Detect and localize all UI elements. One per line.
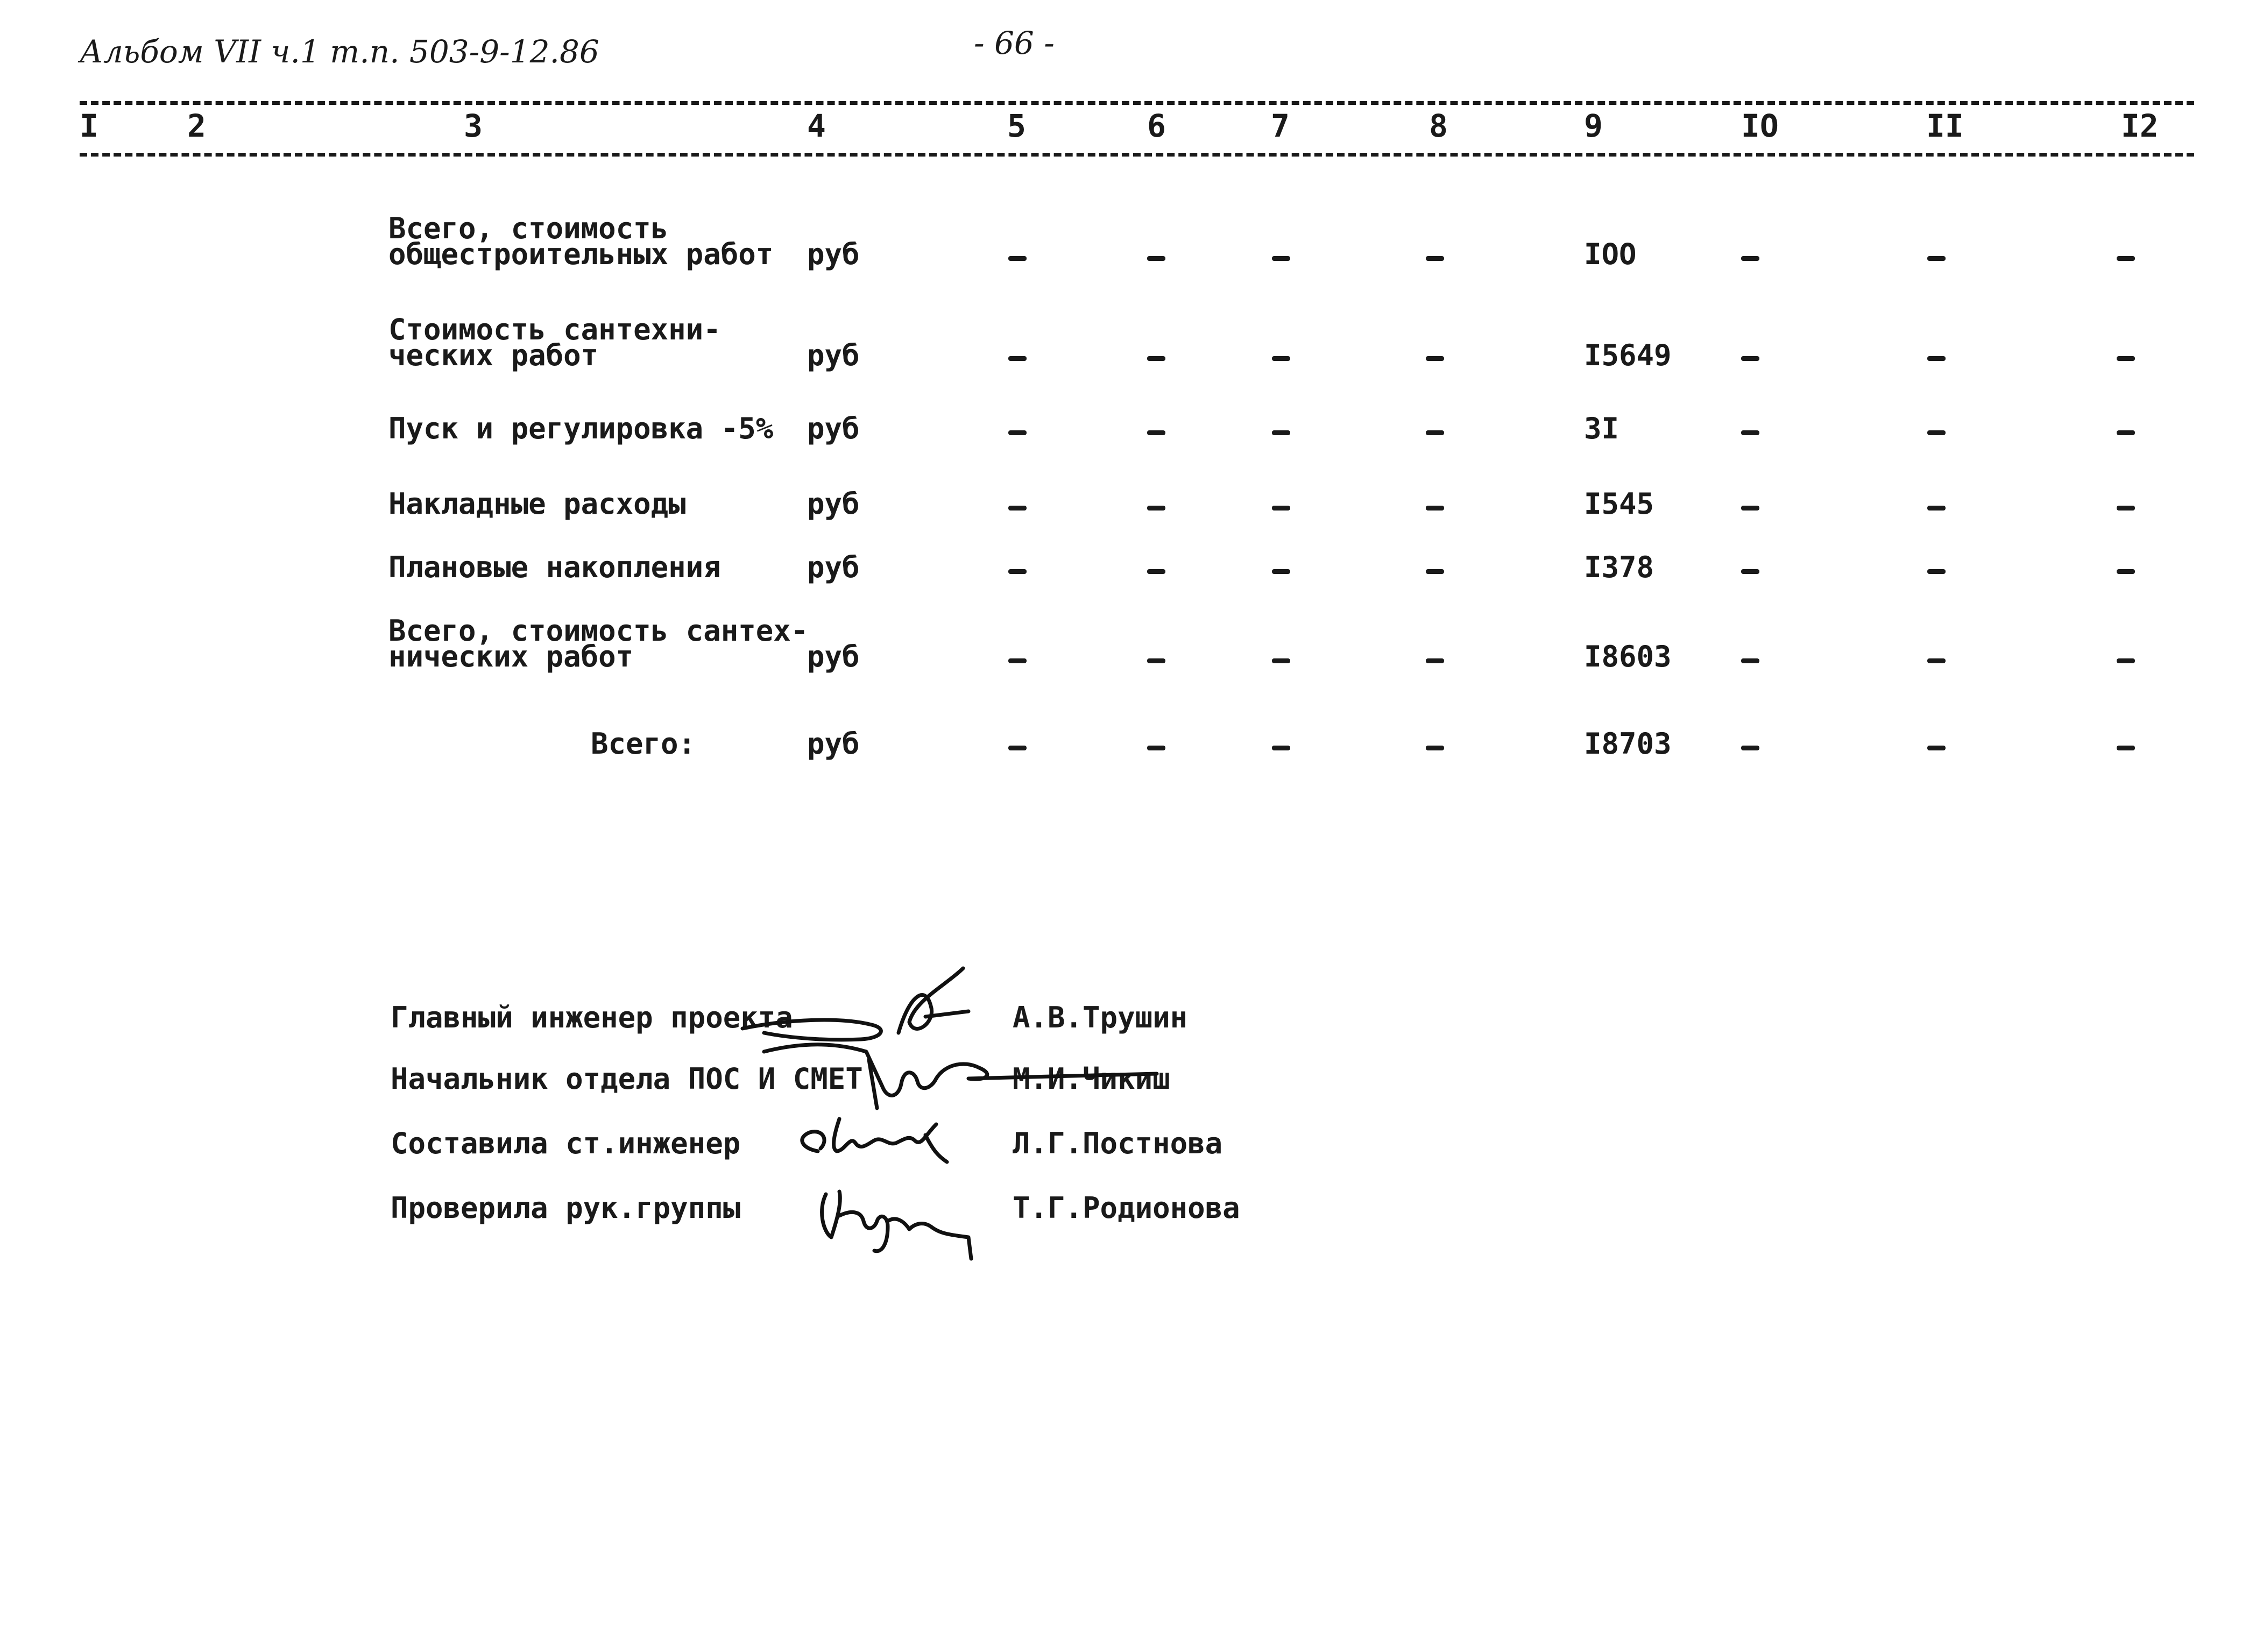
column-header: 9 — [1584, 108, 1603, 144]
row-value-col9: I8703 — [1584, 727, 1672, 761]
row-label-line1: Всего, стоимость сантех- — [388, 614, 809, 648]
signature-mark — [802, 1119, 947, 1162]
column-header: 3 — [464, 108, 483, 144]
album-reference: Альбом VII ч.1 т.п. 503-9-12.86 — [80, 33, 599, 70]
row-unit: руб — [807, 338, 860, 372]
row-label: Плановые накопления — [388, 550, 721, 584]
row-label-line2: нических работ — [388, 640, 634, 673]
row-unit: руб — [807, 550, 860, 584]
row-label-line1: Стоимость сантехни- — [388, 313, 721, 346]
column-header: II — [1926, 108, 1964, 144]
row-unit: руб — [807, 727, 860, 761]
column-header: 4 — [807, 108, 826, 144]
signature-mark — [764, 1045, 1157, 1096]
signature-title: Составила ст.инженер — [391, 1126, 741, 1160]
signature-name: Л.Г.Постнова — [1013, 1126, 1223, 1160]
column-header: 5 — [1007, 108, 1026, 144]
signature-name: Т.Г.Родионова — [1013, 1191, 1240, 1225]
signature-mark — [742, 1020, 881, 1040]
column-header: 2 — [187, 108, 206, 144]
column-header: I2 — [2121, 108, 2159, 144]
signature-name: А.В.Трушин — [1013, 1001, 1188, 1034]
column-header: 8 — [1429, 108, 1448, 144]
row-label-line1: Всего, стоимость — [388, 211, 669, 245]
row-unit: руб — [807, 237, 860, 271]
column-header: 6 — [1147, 108, 1166, 144]
row-value-col9: I5649 — [1584, 338, 1672, 372]
row-unit: руб — [807, 412, 860, 445]
row-unit: руб — [807, 487, 860, 521]
signature-title: Проверила рук.группы — [391, 1191, 741, 1225]
row-value-col9: I545 — [1584, 487, 1654, 521]
row-label: Всего: — [591, 727, 696, 761]
page-number: - 66 - — [974, 25, 1055, 61]
row-label-line2: ческих работ — [388, 338, 599, 372]
signature-title: Главный инженер проекта — [391, 1001, 793, 1034]
row-value-col9: IOO — [1584, 237, 1637, 271]
signature-mark — [899, 968, 968, 1033]
row-value-col9: I8603 — [1584, 640, 1672, 673]
signature-title: Начальник отдела ПОС И СМЕТ — [391, 1062, 863, 1096]
row-unit: руб — [807, 640, 860, 673]
row-label: Накладные расходы — [388, 487, 686, 521]
row-label-line2: общестроительных работ — [388, 237, 774, 271]
signature-name: М.И.Чикиш — [1013, 1062, 1170, 1096]
row-label: Пуск и регулировка -5% — [388, 412, 774, 445]
column-header: IO — [1741, 108, 1779, 144]
column-header: 7 — [1271, 108, 1290, 144]
row-value-col9: I378 — [1584, 550, 1654, 584]
signature-mark — [822, 1192, 971, 1259]
row-value-col9: 3I — [1584, 412, 1619, 445]
column-header: I — [80, 108, 98, 144]
